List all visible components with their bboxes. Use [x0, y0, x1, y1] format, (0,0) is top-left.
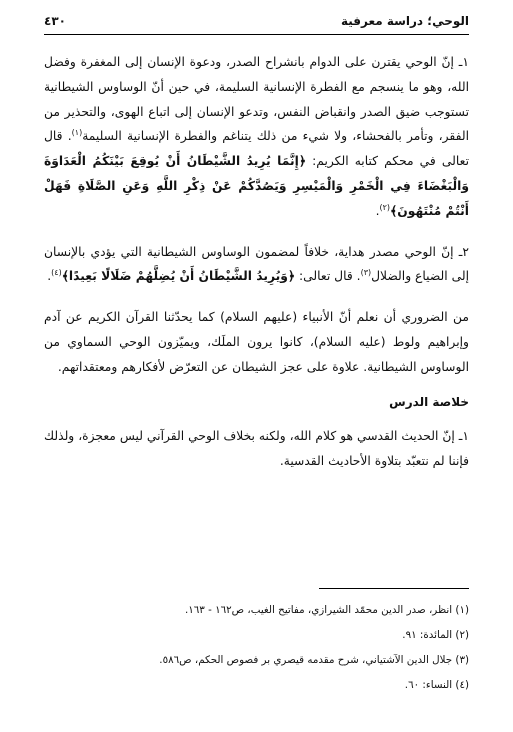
- footnote-ref-2: (٢): [379, 202, 391, 212]
- paragraph-4: ١ـ إنّ الحديث القدسي هو كلام الله، ولكنه بخلاف الوحي القرآني ليس معجزة، ولذلك فإننا لم نتعبّد بتلاوة الأحاديث القدسية.: [44, 429, 469, 469]
- running-title: الوحي؛ دراسة معرفية: [340, 14, 469, 28]
- footnote-ref-4: (٤): [51, 268, 62, 278]
- paragraph-1: ١ـ إنّ الوحي يقترن على الدوام بانشراح الصدر، ودعوة الإنسان إلى المغفرة وفضل الله، وهو ما ينسجم مع الفطرة الإنسانية السليمة، في حين أنّ الوساوس الشيطانية تستوجب ضيق الصدر وانقباض النفس، وتدعو الإنسان إلى اتباع الهوى، والتحذير من الفقر، وتأمر بالفحشاء، ولا شيء من ذلك يتناغم والفطرة الإنسانية السليمة$^{(١)}$. قال تعالى في محكم كتابه الكريم: ﴿إِنَّمَا يُرِيدُ الشَّيْطَانُ أَنْ يُوقِعَ بَيْنَكُمُ الْعَدَاوَةَ وَالْبَغْضَاءَ فِي الْخَمْرِ وَالْمَيْسِرِ وَيَصُدَّكُمْ عَنْ ذِكْرِ اللَّهِ وَعَنِ الصَّلَاةِ فَهَلْ أَنْتُمْ مُنْتَهُونَ﴾$^{(٢)}$.: [44, 55, 469, 218]
- footnote-ref-1: (١): [71, 128, 83, 138]
- footnote-1: (١) انظر، صدر الدين محمّد الشيرازي، مفاتيح الغيب، ص١٦٢ - ١٦٣.: [184, 604, 469, 616]
- summary-heading: خلاصة الدرس: [389, 394, 469, 409]
- running-header: [44, 12, 469, 35]
- footnote-divider: [319, 588, 469, 589]
- paragraph-2-after: . قال تعالى:: [295, 269, 361, 284]
- paragraph-3: من الضروري أن نعلم أنّ الأنبياء (عليهم السلام) كما يحدّثنا القرآن الكريم عن آدم وإبراهيم ولوط (عليه السلام)، كانوا يرون الملَك، ويميّزون الوحي السماوي من الوساوس الشيطانية. علاوة على عجز الشيطان عن التعرّض لأفكارهم ومعتقداتهم.: [44, 310, 469, 374]
- footnote-2: (٢) المائدة: ٩١.: [402, 629, 469, 641]
- quran-verse-2: ﴿وَيُرِيدُ الشَّيْطَانُ أَنْ يُضِلَّهُمْ ضَلَالًا بَعِيدًا﴾: [61, 269, 296, 284]
- footnote-ref-3: (٣): [360, 268, 372, 278]
- footnote-3: (٣) جلال الدين الآشتياني، شرح مقدمه قيصري بر فصوص الحكم، ص٥٨٦.: [159, 654, 469, 666]
- paragraph-1-after: . قال تعالى في محكم كتابه الكريم:: [44, 129, 469, 169]
- paragraph-2: ٢ـ إنّ الوحي مصدر هداية، خلافاً لمضمون الوساوس الشيطانية التي يؤدي بالإنسان إلى الضياع والضلال$^{(٣)}$. قال تعالى: ﴿وَيُرِيدُ الشَّيْطَانُ أَنْ يُضِلَّهُمْ ضَلَالًا بَعِيدًا﴾$^{(٤)}$.: [44, 244, 469, 284]
- page-body: [44, 50, 469, 490]
- paragraph-1-text: ١ـ إنّ الوحي يقترن على الدوام بانشراح الصدر، ودعوة الإنسان إلى المغفرة وفضل الله، وهو ما ينسجم مع الفطرة الإنسانية السليمة، في حين أنّ الوساوس الشيطانية تستوجب ضيق الصدر وانقباض النفس، وتدعو الإنسان إلى اتباع الهوى، والتحذير من الفقر، وتأمر بالفحشاء، ولا شيء من ذلك يتناغم والفطرة الإنسانية السليمة: [44, 55, 469, 144]
- page-number: ٤٣٠: [44, 14, 66, 28]
- footnotes: [44, 598, 469, 698]
- quran-verse-1: ﴿إِنَّمَا يُرِيدُ الشَّيْطَانُ أَنْ يُوقِعَ بَيْنَكُمُ الْعَدَاوَةَ وَالْبَغْضَاءَ فِي الْخَمْرِ وَالْمَيْسِرِ وَيَصُدَّكُمْ عَنْ ذِكْرِ اللَّهِ وَعَنِ الصَّلَاةِ فَهَلْ أَنْتُمْ مُنْتَهُونَ﴾: [44, 154, 469, 218]
- paragraph-2-text: ٢ـ إنّ الوحي مصدر هداية، خلافاً لمضمون الوساوس الشيطانية التي يؤدي بالإنسان إلى الضياع والضلال: [44, 244, 469, 284]
- footnote-4: (٤) النساء: ٦٠.: [404, 679, 469, 691]
